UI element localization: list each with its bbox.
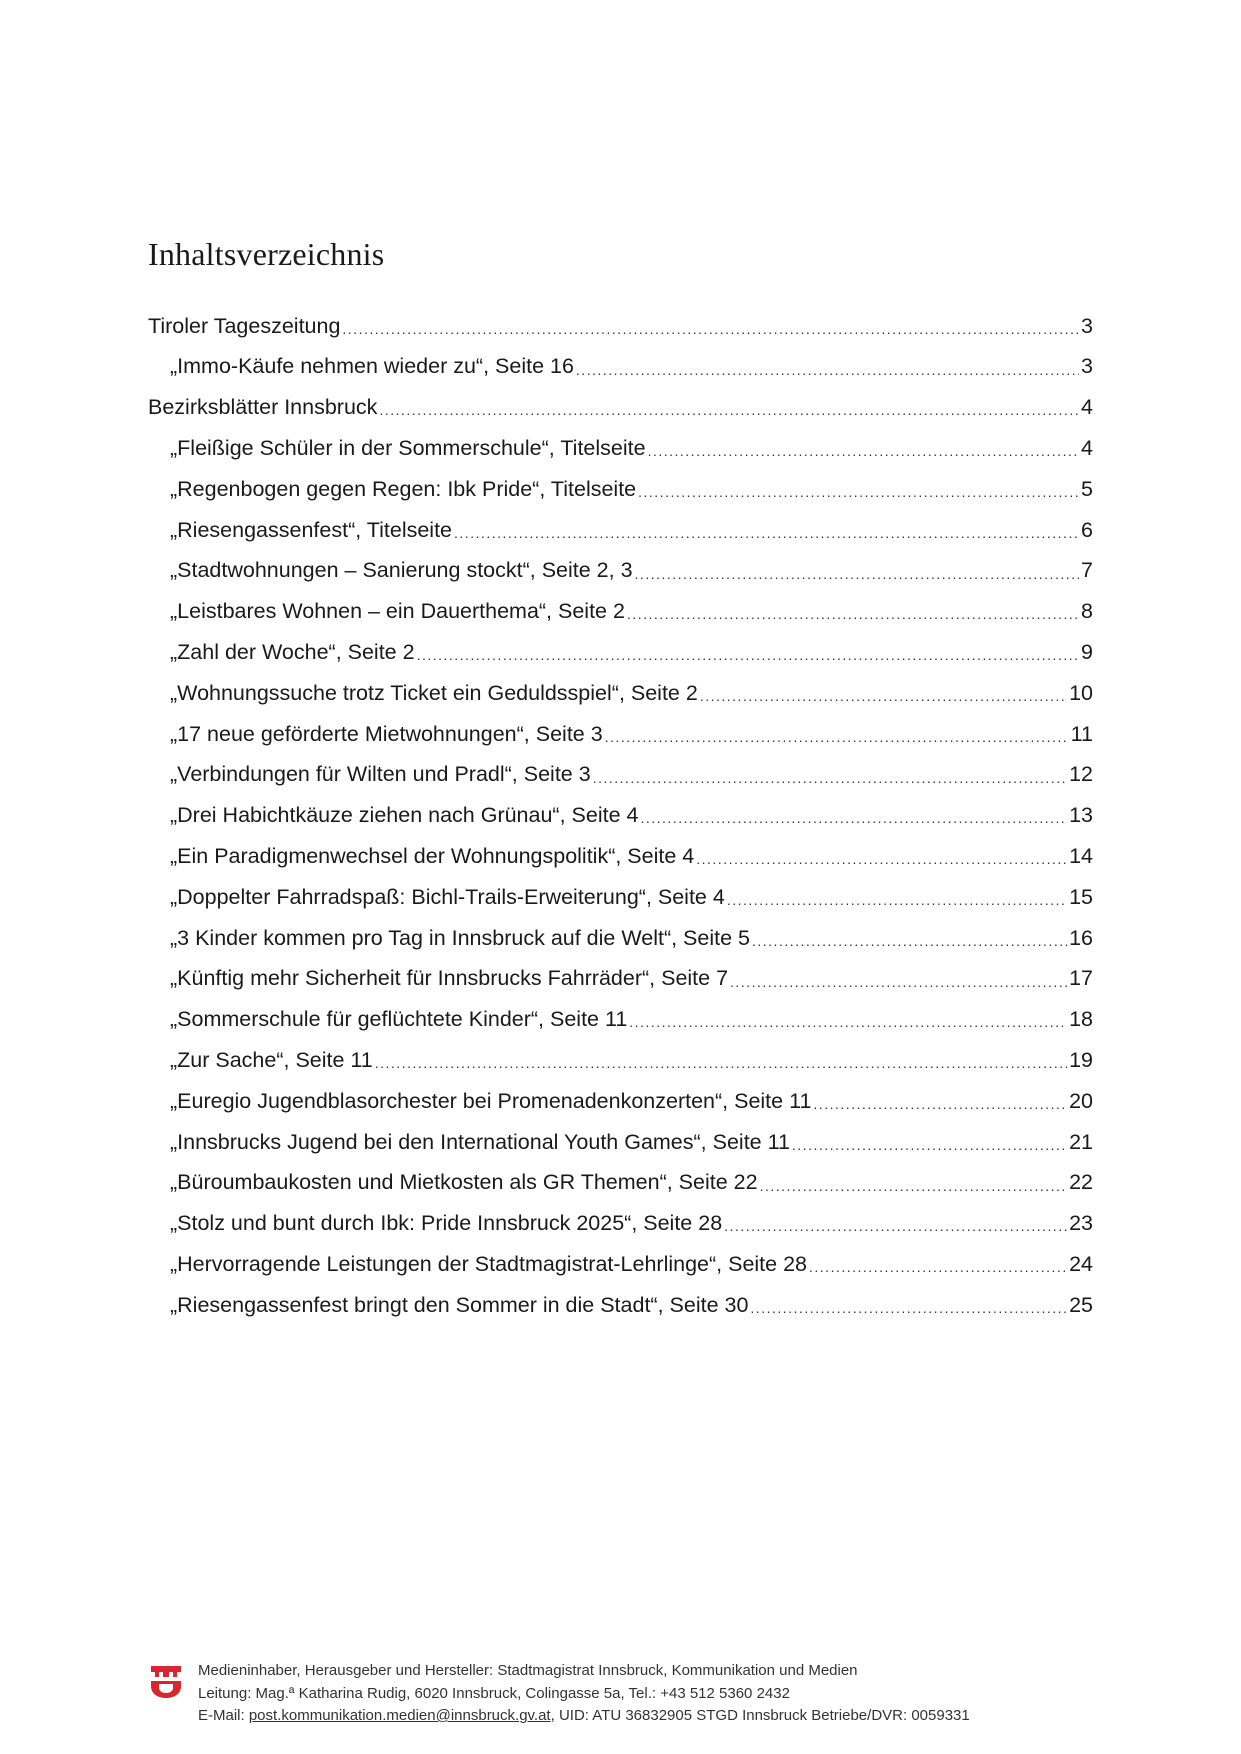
dot-leader — [638, 485, 1079, 510]
imprint — [198, 1660, 970, 1728]
toc-entry-label: „Leistbares Wohnen – ein Dauerthema“, Seite 2 — [170, 599, 625, 624]
toc-entry[interactable] — [148, 796, 1093, 837]
toc-entry[interactable] — [148, 510, 1093, 551]
dot-leader — [379, 403, 1079, 428]
toc-entry-page: 23 — [1069, 1211, 1093, 1236]
table-of-contents — [148, 306, 1093, 1326]
imprint-management: Leitung: Mag.ª Katharina Rudig, 6020 Innsbruck, Colingasse 5a, Tel.: +43 512 5360 2432 — [198, 1684, 790, 1702]
imprint-owner: Medieninhaber, Herausgeber und Hersteller: Stadtmagistrat Innsbruck, Kommunikation und Medien — [198, 1662, 858, 1679]
toc-entry[interactable] — [148, 836, 1093, 877]
dot-leader — [454, 526, 1079, 551]
toc-entry[interactable] — [148, 1040, 1093, 1081]
toc-entry-label: „Fleißige Schüler in der Sommerschule“, Titelseite — [170, 436, 646, 461]
toc-entry-page: 18 — [1069, 1007, 1093, 1032]
toc-entry[interactable] — [148, 347, 1093, 388]
toc-entry-label: „Euregio Jugendblasorchester bei Promenadenkonzerten“, Seite 11 — [170, 1088, 812, 1113]
dot-leader — [792, 1138, 1067, 1163]
toc-entry[interactable] — [148, 918, 1093, 959]
toc-entry-label: „Drei Habichtkäuze ziehen nach Grünau“, Seite 4 — [170, 803, 639, 828]
dot-leader — [760, 1179, 1068, 1204]
toc-entry[interactable] — [148, 1285, 1093, 1326]
dot-leader — [342, 322, 1079, 347]
email-prefix: E-Mail: — [198, 1707, 249, 1724]
toc-entry-page: 11 — [1070, 721, 1093, 746]
dot-leader — [627, 607, 1079, 632]
toc-entry-label: „Regenbogen gegen Regen: Ibk Pride“, Titelseite — [170, 476, 637, 501]
dot-leader — [640, 811, 1067, 836]
toc-entry-page: 8 — [1081, 599, 1093, 624]
toc-entry-label: „Riesengassenfest bringt den Sommer in die Stadt“, Seite 30 — [170, 1292, 749, 1317]
toc-entry-page: 21 — [1069, 1129, 1093, 1154]
toc-entry-label: „Ein Paradigmenwechsel der Wohnungspolitik“, Seite 4 — [170, 844, 695, 868]
toc-entry[interactable] — [148, 632, 1093, 673]
toc-entry[interactable] — [148, 428, 1093, 469]
dot-leader — [417, 648, 1079, 673]
dot-leader — [727, 893, 1067, 918]
toc-entry-label: „Stadtwohnungen – Sanierung stockt“, Seite 2, 3 — [170, 558, 633, 583]
toc-entry-label: „Stolz und bunt durch Ibk: Pride Innsbruck 2025“, Seite 28 — [170, 1211, 723, 1236]
imprint-registration: , UID: ATU 36832905 STGD Innsbruck Betriebe/DVR: 0059331 — [550, 1707, 970, 1724]
toc-entry-label: „Innsbrucks Jugend bei den International Youth Games“, Seite 11 — [170, 1129, 790, 1154]
toc-entry-page: 20 — [1069, 1088, 1093, 1113]
toc-entry-label: Tiroler Tageszeitung — [148, 313, 341, 338]
toc-entry-label: „Immo-Käufe nehmen wieder zu“, Seite 16 — [170, 354, 574, 379]
dot-leader — [750, 1301, 1067, 1326]
toc-entry[interactable] — [148, 673, 1093, 714]
toc-entry-label: „Wohnungssuche trotz Ticket ein Geduldsspiel“, Seite 2 — [170, 680, 698, 705]
toc-entry-page: 7 — [1081, 558, 1093, 583]
toc-entry-page: 3 — [1081, 354, 1093, 379]
toc-entry[interactable] — [148, 959, 1093, 1000]
toc-entry[interactable] — [148, 877, 1093, 918]
dot-leader — [605, 730, 1069, 755]
toc-entry-page: 14 — [1069, 844, 1093, 868]
toc-entry-page: 24 — [1069, 1251, 1093, 1276]
toc-entry-page: 4 — [1081, 436, 1093, 461]
dot-leader — [593, 771, 1067, 796]
toc-entry[interactable] — [148, 1122, 1093, 1163]
toc-entry-label: „Künftig mehr Sicherheit für Innsbrucks Fahrräder“, Seite 7 — [170, 966, 729, 991]
toc-entry[interactable] — [148, 592, 1093, 633]
dot-leader — [809, 1260, 1067, 1285]
toc-entry[interactable] — [148, 1163, 1093, 1204]
toc-entry[interactable] — [148, 551, 1093, 592]
toc-entry-label: „3 Kinder kommen pro Tag in Innsbruck auf die Welt“, Seite 5 — [170, 925, 750, 950]
toc-entry[interactable] — [148, 1000, 1093, 1041]
toc-entry-label: „Sommerschule für geflüchtete Kinder“, Seite 11 — [170, 1007, 628, 1032]
toc-entry-label: „Zahl der Woche“, Seite 2 — [170, 640, 415, 665]
toc-entry-label: „17 neue geförderte Mietwohnungen“, Seite 3 — [170, 721, 603, 746]
dot-leader — [700, 689, 1067, 714]
toc-entry[interactable] — [148, 306, 1093, 347]
toc-entry-page: 22 — [1069, 1170, 1093, 1195]
toc-entry-label: „Zur Sache“, Seite 11 — [170, 1047, 373, 1072]
toc-entry[interactable] — [148, 1081, 1093, 1122]
toc-entry-page: 15 — [1069, 884, 1093, 909]
toc-entry[interactable] — [148, 469, 1093, 510]
toc-entry-page: 5 — [1081, 476, 1093, 501]
toc-entry[interactable] — [148, 755, 1093, 796]
dot-leader — [375, 1056, 1067, 1081]
toc-entry-page: 19 — [1069, 1047, 1093, 1072]
innsbruck-logo-icon — [150, 1664, 182, 1700]
email-link[interactable]: post.kommunikation.medien@innsbruck.gv.at — [248, 1707, 551, 1724]
toc-entry-label: „Riesengassenfest“, Titelseite — [170, 517, 453, 542]
toc-entry-page: 17 — [1069, 966, 1093, 991]
toc-entry[interactable] — [148, 388, 1093, 429]
dot-leader — [696, 852, 1067, 877]
toc-entry-label: „Hervorragende Leistungen der Stadtmagistrat-Lehrlinge“, Seite 28 — [170, 1251, 808, 1276]
imprint-contact — [198, 1705, 970, 1728]
dot-leader — [576, 363, 1079, 388]
toc-entry-page: 9 — [1081, 640, 1093, 665]
dot-leader — [730, 975, 1067, 1000]
page-title: Inhaltsverzeichnis — [148, 236, 385, 272]
dot-leader — [724, 1219, 1067, 1244]
toc-entry-page: 13 — [1069, 803, 1093, 828]
toc-entry-page: 25 — [1069, 1292, 1093, 1317]
dot-leader — [813, 1097, 1067, 1122]
dot-leader — [752, 934, 1067, 959]
toc-entry-page: 4 — [1081, 395, 1093, 420]
toc-entry-label: „Büroumbaukosten und Mietkosten als GR Themen“, Seite 22 — [170, 1170, 758, 1195]
toc-entry-label: „Verbindungen für Wilten und Pradl“, Seite 3 — [170, 762, 591, 787]
toc-entry-label: „Doppelter Fahrradspaß: Bichl-Trails-Erweiterung“, Seite 4 — [170, 884, 725, 909]
dot-leader — [635, 567, 1079, 592]
toc-entry-page: 12 — [1069, 762, 1093, 787]
toc-entry-page: 6 — [1081, 517, 1093, 542]
toc-entry-page: 10 — [1069, 680, 1093, 705]
toc-entry[interactable] — [148, 714, 1093, 755]
dot-leader — [629, 1015, 1067, 1040]
toc-entry[interactable] — [148, 1244, 1093, 1285]
toc-entry-label: Bezirksblätter Innsbruck — [148, 395, 378, 420]
toc-entry-page: 3 — [1081, 313, 1093, 338]
dot-leader — [648, 444, 1079, 469]
toc-entry-page: 16 — [1069, 925, 1093, 950]
toc-entry[interactable] — [148, 1204, 1093, 1245]
